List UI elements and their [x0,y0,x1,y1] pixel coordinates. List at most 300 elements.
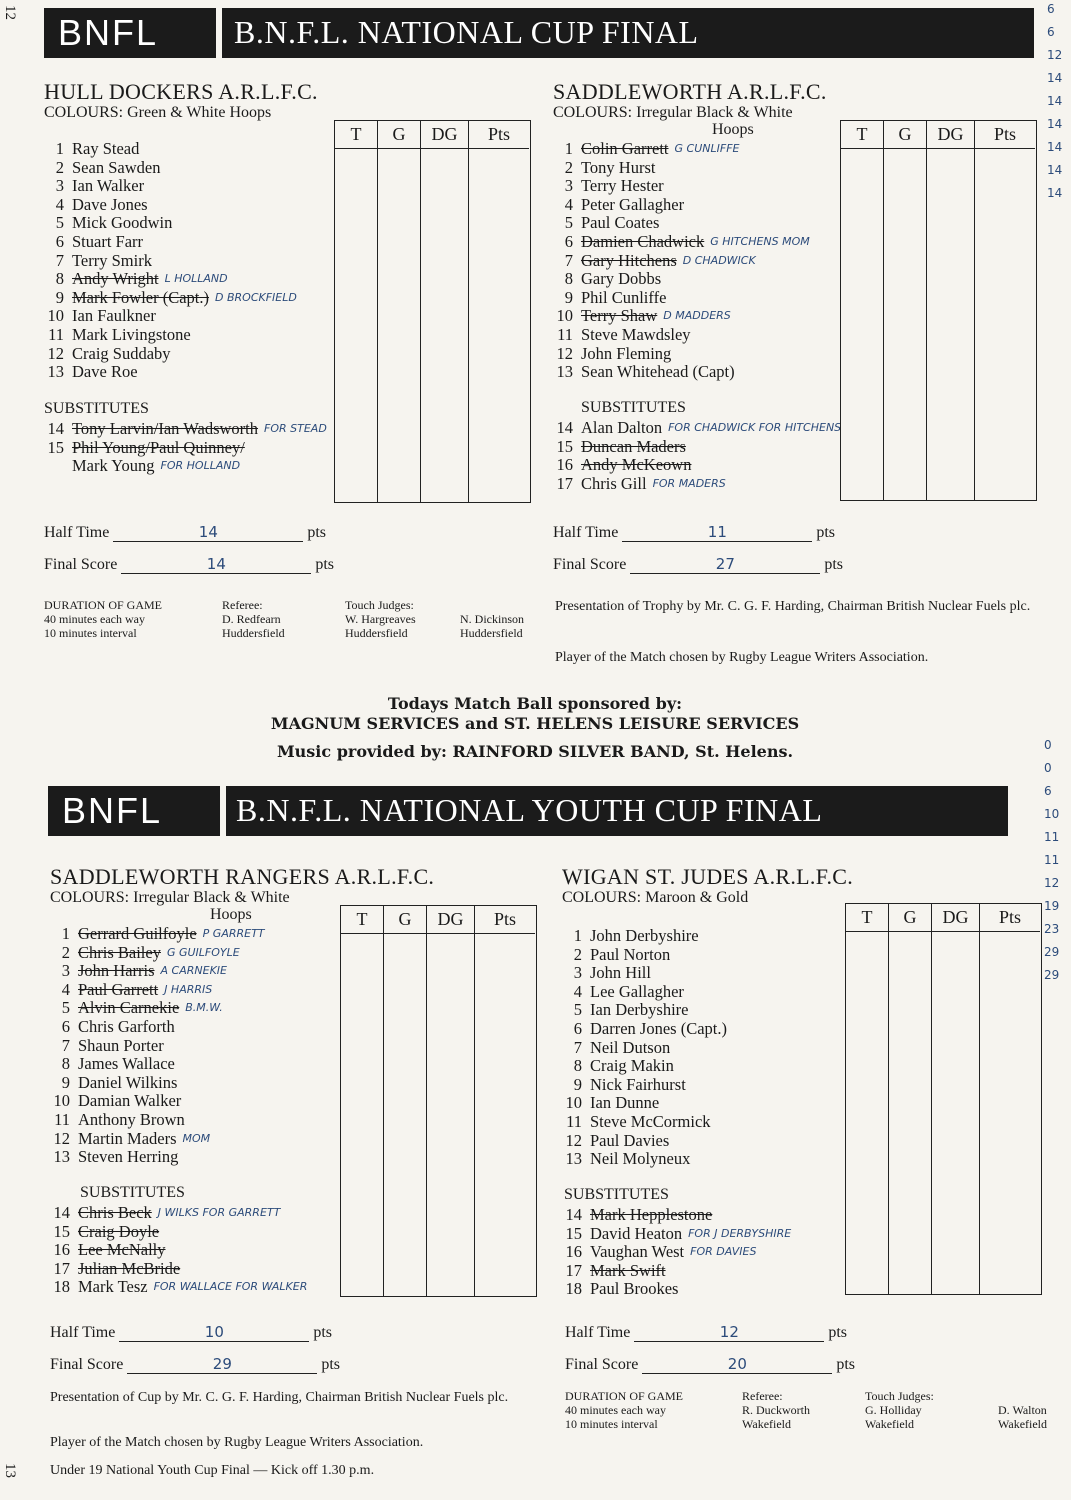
handwritten-note: A CARNEKIE [160,964,227,978]
player-row [553,214,853,233]
player-number: 4 [55,194,64,214]
player-row [50,1074,340,1093]
home-half-time: Half Time 14 pts [44,523,327,541]
margin-running-score: 29 [1044,945,1060,959]
player-row [562,964,842,983]
player-name: Neil Molyneux [590,1149,691,1169]
player-row [553,233,853,252]
player-name: Sean Whitehead (Capt) [581,362,735,382]
margin-running-score: 14 [1047,186,1063,200]
grid-header-g: G [378,121,420,149]
player-number: 14 [47,419,64,438]
player-row [562,1094,842,1113]
player-name: John Hill [590,963,651,983]
player-name: Mark Livingstone [72,324,191,344]
player-number: 2 [564,157,573,177]
player-row [44,270,334,289]
player-row [562,1150,842,1169]
youth-home-player-list [50,925,340,1167]
sponsor-names: MAGNUM SERVICES and ST. HELENS LEISURE SERVICES [270,714,800,733]
player-name: Terry Smirk [72,250,152,270]
grid-header-pts: Pts [475,906,535,934]
youth-away-half-time: Half Time 12 pts [565,1323,848,1341]
player-row [50,1148,340,1167]
margin-running-score: 19 [1044,899,1060,913]
player-row [44,363,334,382]
youth-home-colours-cont: Hoops [210,906,252,923]
youth-duration: DURATION OF GAME 40 minutes each way 10 minutes interval [565,1389,684,1431]
bnfl-logo: BNFL [62,790,163,831]
player-number: 2 [55,157,64,177]
grid-header-pts: Pts [980,904,1040,932]
player-name: Terry Hester [581,176,664,196]
player-number: 1 [573,926,582,945]
player-name: Paul Brookes [590,1279,679,1299]
margin-running-score: 6 [1047,2,1055,16]
player-name: Lee McNally [78,1240,166,1260]
grid-header-pts: Pts [975,121,1035,149]
player-number: 2 [573,944,582,964]
handwritten-note: D MADDERS [663,309,731,323]
margin-running-score: 11 [1044,830,1060,844]
player-name: Paul Coates [581,213,660,233]
player-name: Mark Swift [590,1260,666,1280]
youth-away-final-value: 20 [727,1355,747,1373]
player-row [553,289,853,308]
player-row [50,1055,340,1074]
player-number: 3 [61,961,70,981]
player-row [553,140,853,159]
away-player-list [553,140,853,382]
player-number: 8 [573,1056,582,1076]
player-number: 6 [564,231,573,251]
youth-away-score-grid [845,903,1042,1295]
handwritten-note: J WILKS FOR GARRETT [157,1206,281,1219]
player-number: 17 [565,1260,582,1280]
music-credit: Music provided by: RAINFORD SILVER BAND, St. Helens. [276,742,794,761]
player-name: Gary Dobbs [581,269,662,289]
player-number: 2 [61,942,70,962]
youth-presentation: Presentation of Cup by Mr. C. G. F. Harding, Chairman British Nuclear Fuels plc. [50,1390,509,1405]
player-name: Ian Walker [72,176,145,196]
player-row [50,1111,340,1130]
away-half-time-value: 11 [707,523,727,541]
player-row [553,363,853,382]
away-final-score: Final Score 27 pts [553,555,843,573]
handwritten-note: P GARRETT [202,927,265,940]
player-name: Ian Faulkner [72,306,156,326]
grid-header-g: G [884,121,926,149]
margin-running-score: 14 [1047,71,1063,85]
player-number: 16 [53,1240,70,1260]
margin-running-score: 12 [1044,876,1060,890]
player-number: 14 [53,1203,70,1222]
player-name: Phil Cunliffe [581,287,667,307]
player-row [44,252,334,271]
away-club-name: SADDLEWORTH A.R.L.F.C. [553,79,827,104]
player-name: Stuart Farr [72,231,144,251]
handwritten-note: FOR MADERS [652,476,726,490]
player-name: Chris Bailey [78,942,161,962]
player-number: 1 [55,139,64,158]
grid-header-g: G [889,904,931,932]
player-row [553,196,853,215]
margin-running-score: 14 [1047,163,1063,177]
player-number: 16 [556,455,573,475]
handwritten-note: G HITCHENS MOM [710,234,810,248]
player-number: 17 [53,1258,70,1278]
away-subs-heading: SUBSTITUTES [581,399,686,416]
youth-away-player-list [562,927,842,1169]
home-club-name: HULL DOCKERS A.R.L.F.C. [44,79,318,104]
home-final-score: Final Score 14 pts [44,555,334,573]
player-name: Tony Hurst [581,157,656,177]
player-name: Chris Gill [581,473,647,493]
handwritten-note: G GUILFOYLE [166,945,240,959]
player-number: 17 [556,473,573,493]
player-number: 9 [55,287,64,307]
player-number: 11 [54,1109,70,1129]
youth-home-club-name: SADDLEWORTH RANGERS A.R.L.F.C. [50,864,435,889]
youth-home-half-time-value: 10 [204,1323,224,1341]
banner-title: B.N.F.L. NATIONAL YOUTH CUP FINAL [236,792,823,828]
player-row [553,307,853,326]
player-name: Damien Chadwick [581,231,705,251]
player-number: 15 [556,436,573,456]
player-row [553,326,853,345]
handwritten-note: FOR CHADWICK FOR HITCHENS [668,421,842,434]
banner-title: B.N.F.L. NATIONAL CUP FINAL [234,14,699,50]
margin-running-score: 14 [1047,117,1063,131]
player-row [50,981,340,1000]
player-name: John Harris [78,961,155,981]
player-name: Paul Garrett [78,979,159,999]
player-number: 4 [573,981,582,1001]
player-name: Ray Stead [72,139,140,158]
player-name: Craig Suddaby [72,343,171,363]
grid-header-g: G [384,906,426,934]
senior-touch-judge-2: N. Dickinson Huddersfield [460,612,524,640]
margin-running-score: 12 [1047,48,1063,62]
player-row [562,1132,842,1151]
margin-running-score: 0 [1044,738,1052,752]
player-row [50,1018,340,1037]
youth-touch-judge-2: D. Walton Wakefield [998,1403,1048,1431]
grid-header-t: T [846,904,888,932]
player-number: 1 [564,139,573,158]
handwritten-note: D CHADWICK [682,253,756,267]
player-name: Mark Tesz [78,1277,148,1297]
margin-running-score: 6 [1044,784,1052,798]
player-name: Vaughan West [590,1242,685,1262]
player-name: Craig Doyle [78,1221,160,1241]
player-number: 7 [55,250,64,270]
player-number: 16 [565,1242,582,1262]
player-row [44,420,374,439]
senior-referee: Referee: D. Redfearn Huddersfield [222,598,285,640]
youth-away-half-time-value: 12 [719,1323,739,1341]
home-half-time-value: 14 [198,523,218,541]
player-name: Duncan Maders [581,436,686,456]
youth-away-final-score: Final Score 20 pts [565,1355,855,1373]
margin-running-score: 11 [1044,853,1060,867]
grid-header-pts: Pts [469,121,529,149]
player-number: 5 [61,998,70,1018]
player-number: 7 [573,1037,582,1057]
player-name: Peter Gallagher [581,194,685,214]
player-number: 9 [564,287,573,307]
grid-header-dg: DG [927,121,974,149]
player-name: Terry Shaw [581,306,658,326]
player-number: 8 [55,269,64,289]
player-row [44,233,334,252]
player-name: Chris Garforth [78,1016,175,1036]
player-name: Colin Garrett [581,139,669,158]
player-number: 10 [47,306,64,326]
player-number: 14 [556,418,573,437]
player-number: 1 [61,924,70,943]
away-colours: COLOURS: Irregular Black & White [553,104,793,121]
player-number: 6 [55,231,64,251]
youth-away-club-name: WIGAN ST. JUDES A.R.L.F.C. [562,864,854,889]
player-name: Gary Hitchens [581,250,677,270]
youth-potm: Player of the Match chosen by Rugby League Writers Association. [50,1435,424,1450]
player-name: Nick Fairhurst [590,1074,686,1094]
senior-presentation: Presentation of Trophy by Mr. C. G. F. Harding, Chairman British Nuclear Fuels plc. [555,599,1031,614]
home-final-value: 14 [206,555,226,573]
home-player-list [44,140,334,382]
handwritten-note: FOR DAVIES [690,1245,757,1259]
player-row [562,1057,842,1076]
player-number: 13 [556,362,573,382]
player-number [44,457,64,476]
away-half-time: Half Time 11 pts [553,523,836,541]
player-number: 8 [564,269,573,289]
player-name: Alan Dalton [581,418,663,437]
margin-running-score: 0 [1044,761,1052,775]
player-number: 12 [47,343,64,363]
margin-running-score: 14 [1047,140,1063,154]
player-row [44,345,334,364]
player-name: Mark Fowler (Capt.) [72,287,210,307]
player-number: 14 [565,1205,582,1224]
grid-header-t: T [841,121,883,149]
youth-home-subs-heading: SUBSTITUTES [80,1184,185,1201]
youth-home-final-value: 29 [212,1355,232,1373]
player-row [553,345,853,364]
player-name: Martin Maders [78,1128,177,1148]
page-number-top: 12 [2,5,18,20]
sponsor-heading: Todays Match Ball sponsored by: [387,694,683,713]
player-name: Daniel Wilkins [78,1072,178,1092]
player-name: Steve Mawdsley [581,324,691,344]
player-row [553,177,853,196]
home-score-grid [334,120,531,503]
margin-running-score: 10 [1044,807,1060,821]
grid-header-t: T [341,906,383,934]
player-number: 5 [55,213,64,233]
handwritten-note: L HOLLAND [164,272,228,286]
player-number: 12 [53,1128,70,1148]
player-name: Lee Gallagher [590,981,684,1001]
senior-potm: Player of the Match chosen by Rugby League Writers Association. [555,650,929,665]
player-number: 11 [557,324,573,344]
player-number: 15 [47,437,64,457]
youth-touch-judge-1: Touch Judges: G. Holliday Wakefield [865,1389,934,1431]
player-name: Gerrard Guilfoyle [78,924,197,943]
player-name: Ian Derbyshire [590,1000,689,1020]
player-name: Ian Dunne [590,1093,660,1113]
player-number: 9 [61,1072,70,1092]
away-final-value: 27 [715,555,735,573]
player-number: 11 [566,1111,582,1131]
player-number: 10 [565,1093,582,1113]
player-row [562,1076,842,1095]
player-row [562,1001,842,1020]
player-number: 5 [564,213,573,233]
youth-referee: Referee: R. Duckworth Wakefield [742,1389,810,1431]
handwritten-note: MOM [182,1131,211,1145]
player-name: Anthony Brown [78,1109,185,1129]
away-colours-cont: Hoops [712,121,754,138]
player-name: Mick Goodwin [72,213,173,233]
player-row [50,999,340,1018]
player-name: Andy Wright [72,269,159,289]
player-row [553,252,853,271]
player-number: 13 [53,1147,70,1167]
player-number: 18 [565,1279,582,1299]
margin-running-score: 14 [1047,94,1063,108]
player-name: John Fleming [581,343,672,363]
player-name: Sean Sawden [72,157,161,177]
handwritten-note: FOR HOLLAND [160,459,241,473]
player-name: Steven Herring [78,1147,179,1167]
player-number: 7 [564,250,573,270]
player-number: 18 [53,1277,70,1297]
player-number: 6 [573,1018,582,1038]
player-row [50,925,340,944]
handwritten-note: G CUNLIFFE [674,142,740,155]
youth-home-colours: COLOURS: Irregular Black & White [50,889,290,906]
player-name: Mark Hepplestone [590,1205,713,1224]
margin-running-score: 23 [1044,922,1060,936]
player-row [50,944,340,963]
player-name: Mark Young [72,456,155,476]
player-name: Phil Young/Paul Quinney/ [72,437,245,457]
player-number: 3 [564,176,573,196]
player-number: 13 [47,362,64,382]
player-number: 15 [53,1221,70,1241]
youth-away-subs-heading: SUBSTITUTES [564,1186,669,1203]
bnfl-logo: BNFL [58,12,159,53]
player-name: Dave Jones [72,194,148,214]
margin-running-score: 6 [1047,25,1055,39]
player-row [44,214,334,233]
player-row [50,1037,340,1056]
youth-home-final-score: Final Score 29 pts [50,1355,340,1373]
player-name: Shaun Porter [78,1035,164,1055]
player-row [562,1039,842,1058]
senior-duration: DURATION OF GAME 40 minutes each way 10 minutes interval [44,598,163,640]
player-row [44,140,334,159]
grid-header-dg: DG [427,906,474,934]
handwritten-note: FOR J DERBYSHIRE [688,1226,792,1240]
player-row [44,159,334,178]
player-number: 11 [48,324,64,344]
player-row [50,962,340,981]
player-name: Andy McKeown [581,455,692,475]
player-row [553,159,853,178]
player-row [44,307,334,326]
player-name: Craig Makin [590,1056,674,1076]
player-number: 10 [556,306,573,326]
grid-header-t: T [335,121,377,149]
youth-away-colours: COLOURS: Maroon & Gold [562,889,749,906]
player-row [50,1092,340,1111]
home-subs-list [44,420,374,476]
senior-banner [44,8,1034,58]
handwritten-note: FOR STEAD [264,422,327,435]
youth-kickoff: Under 19 National Youth Cup Final — Kick off 1.30 p.m. [50,1463,375,1478]
player-number: 5 [573,1000,582,1020]
player-number: 3 [55,176,64,196]
player-row [50,1130,340,1149]
player-number: 10 [53,1091,70,1111]
grid-header-dg: DG [421,121,468,149]
player-name: David Heaton [590,1223,683,1243]
player-name: Damian Walker [78,1091,182,1111]
player-name: Chris Beck [78,1203,152,1222]
away-score-grid [840,120,1037,501]
player-number: 9 [573,1074,582,1094]
player-row [44,326,334,345]
player-number: 8 [61,1054,70,1074]
player-number: 6 [61,1016,70,1036]
grid-header-dg: DG [932,904,979,932]
player-name: Darren Jones (Capt.) [590,1018,727,1038]
player-name: Tony Larvin/Ian Wadsworth [72,419,259,438]
home-colours: COLOURS: Green & White Hoops [44,104,272,121]
player-name: Alvin Carnekie [78,998,180,1018]
player-row [562,983,842,1002]
player-row [44,457,374,476]
handwritten-note: J HARRIS [164,982,213,996]
player-row [562,1113,842,1132]
player-name: Paul Davies [590,1130,670,1150]
player-row [562,927,842,946]
player-number: 12 [565,1130,582,1150]
handwritten-note: D BROCKFIELD [215,290,297,304]
player-name: Paul Norton [590,944,671,964]
youth-banner [48,786,1008,836]
player-number: 3 [573,963,582,983]
player-number: 4 [564,194,573,214]
handwritten-note: B.M.W. [185,1001,223,1015]
player-name: John Derbyshire [590,926,699,945]
player-row [44,177,334,196]
player-name: Julian McBride [78,1258,181,1278]
handwritten-note: FOR WALLACE FOR WALKER [153,1280,308,1294]
home-subs-heading: SUBSTITUTES [44,400,149,417]
player-row [553,270,853,289]
player-number: 15 [565,1223,582,1243]
youth-home-score-grid [340,905,537,1297]
player-number: 13 [565,1149,582,1169]
player-name: Steve McCormick [590,1111,711,1131]
player-number: 12 [556,343,573,363]
player-name: Dave Roe [72,362,138,382]
youth-home-half-time: Half Time 10 pts [50,1323,333,1341]
